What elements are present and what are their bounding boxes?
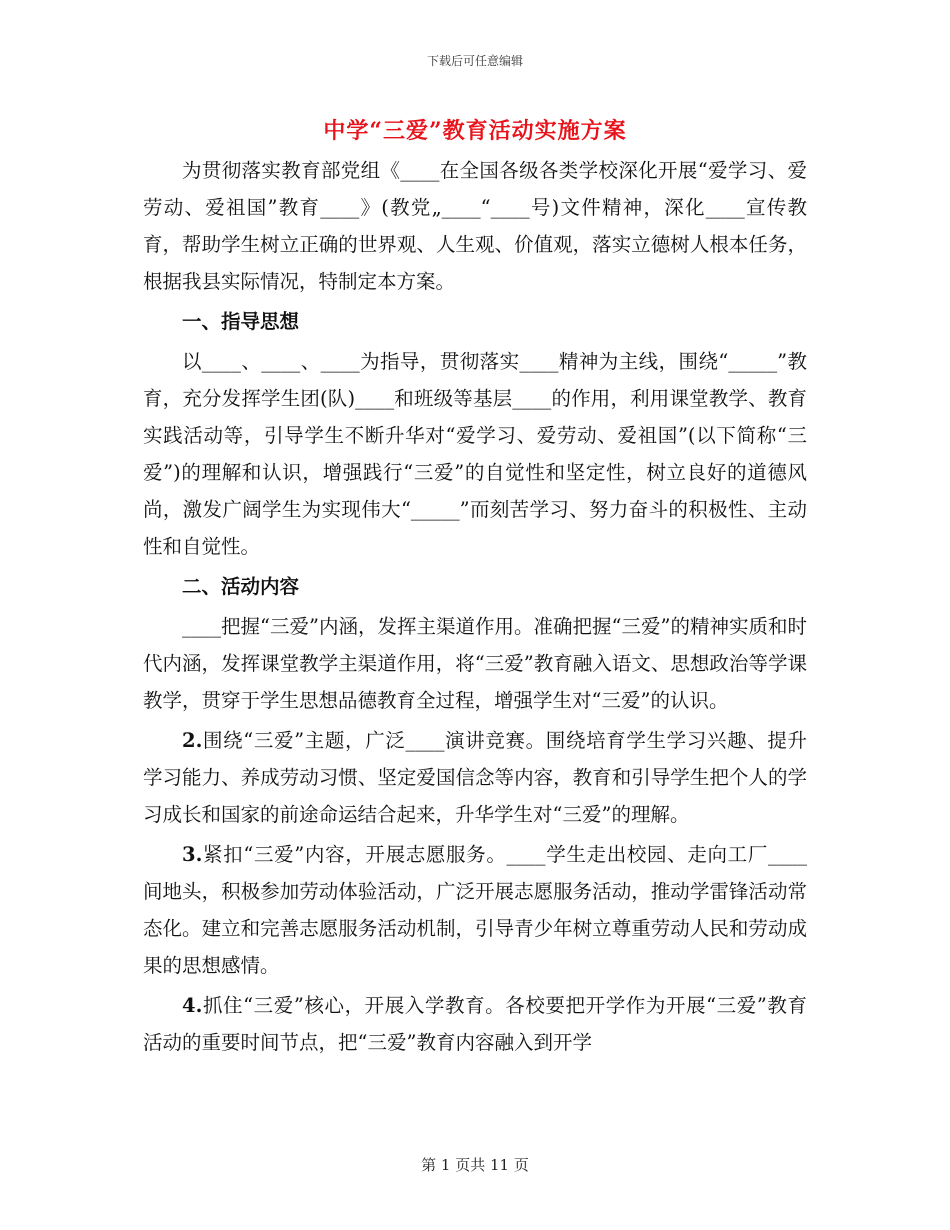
item-number: 2. <box>182 729 203 752</box>
activity-item-3-paragraph <box>143 836 807 984</box>
page-footer: 第 1 页共 11 页 <box>421 1156 529 1174</box>
download-note: 下载后可任意编辑 <box>426 54 523 68</box>
section-heading-activity-content: 二、活动内容 <box>182 575 300 598</box>
activity-item-2-paragraph <box>143 722 807 833</box>
item-text: 紧扣“三爱”内容，开展志愿服务。____学生走出校园、走向工厂____间地头，积极参加劳动体验活动，广泛开展志愿服务活动，推动学雷锋活动常态化。建立和完善志愿服务活动机制，引导青少年树立尊重劳动人民和劳动成果的思想感情。 <box>143 843 807 977</box>
item-number: 3. <box>182 843 203 866</box>
guiding-ideology-paragraph: 以____、____、____为指导，贯彻落实____精神为主线，围绕“_____”教育，充分发挥学生团(队)____和班级等基层____的作用，利用课堂教学、教育实践活动等，引导学生不断升华对“爱学习、爱劳动、爱祖国”(以下简称“三爱”)的理解和认识，增强践行“三爱”的自觉性和坚定性，树立良好的道德风尚，激发广阔学生为实现伟大“_____”而刻苦学习、努力奋斗的积极性、主动性和自觉性。 <box>143 350 807 558</box>
document-title: 中学“三爱”教育活动实施方案 <box>323 118 627 144</box>
document-body <box>143 152 807 1064</box>
item-number: 4. <box>182 994 203 1017</box>
intro-paragraph: 为贯彻落实教育部党组《____在全国各级各类学校深化开展“爱学习、爱劳动、爱祖国”教育____》(教党„____“____号)文件精神，深化____宣传教育，帮助学生树立正确的世界观、人生观、价值观，落实立德树人根本任务，根据我县实际情况，特制定本方案。 <box>143 159 807 293</box>
section-heading-guiding-ideology: 一、指导思想 <box>182 310 300 333</box>
activity-item-1-paragraph: ____把握“三爱”内涵，发挥主渠道作用。准确把握“三爱”的精神实质和时代内涵，发挥课堂教学主渠道作用，将“三爱”教育融入语文、思想政治等学课教学，贯穿于学生思想品德教育全过程，增强学生对“三爱”的认识。 <box>143 615 807 712</box>
activity-item-4-paragraph <box>143 987 807 1061</box>
item-text: 围绕“三爱”主题，广泛____演讲竞赛。围绕培育学生学习兴趣、提升学习能力、养成劳动习惯、坚定爱国信念等内容，教育和引导学生把个人的学习成长和国家的前途命运结合起来，升华学生对“三爱”的理解。 <box>143 729 807 826</box>
item-text: 抓住“三爱”核心，开展入学教育。各校要把开学作为开展“三爱”教育活动的重要时间节点，把“三爱”教育内容融入到开学 <box>143 994 807 1054</box>
